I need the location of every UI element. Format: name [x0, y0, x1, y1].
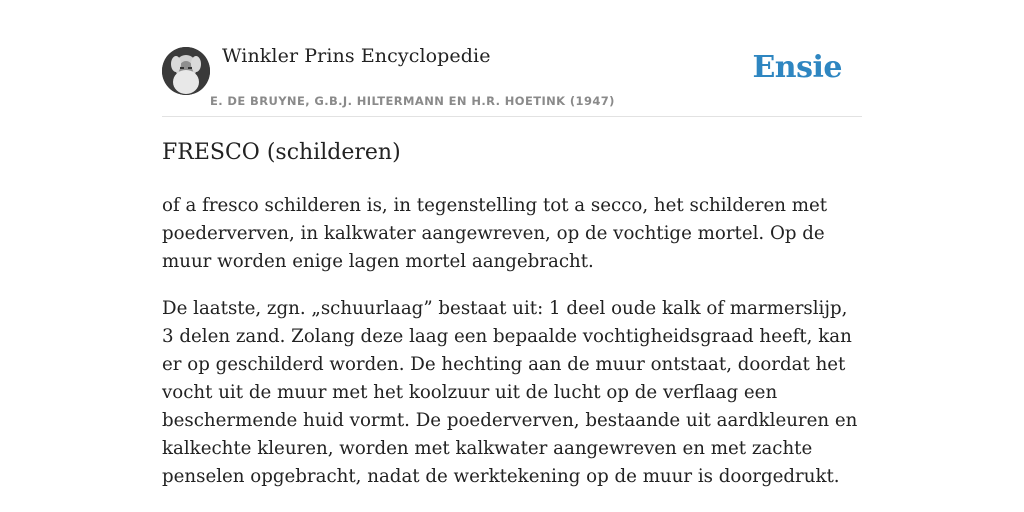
- entry-title: FRESCO (schilderen): [162, 140, 401, 165]
- entry-paragraph: De laatste, zgn. „schuurlaag” bestaat uit: 1 deel oude kalk of marmerslijp, 3 delen zand. Zolang deze laag een bepaalde vochtigheidsgraad heeft, kan er op geschilderd worden. De hechting aan de muur ontstaat, doordat het vocht uit de muur met het koolzuur uit de lucht op de verflaag een beschermende huid vormt. De poederverven, bestaande uit aardkleuren en kalkechte kleuren, worden met kalkwater aangewreven en met zachte penselen opgebracht, nadat de werktekening op de muur is doorgedrukt.: [162, 298, 858, 487]
- author-portrait-icon[interactable]: [162, 47, 210, 95]
- brand-logo[interactable]: Ensie: [752, 50, 842, 85]
- book-title[interactable]: Winkler Prins Encyclopedie: [222, 45, 491, 67]
- entry-paragraph: of a fresco schilderen is, in tegenstelling tot a secco, het schilderen met poederverven, in kalkwater aangewreven, op de vochtige mortel. Op de muur worden enige lagen mortel aangebracht.: [162, 195, 828, 272]
- book-authors: E. DE BRUYNE, G.B.J. HILTERMANN EN H.R. HOETINK (1947): [210, 94, 615, 108]
- header: [162, 40, 862, 117]
- entry-content: [162, 192, 862, 510]
